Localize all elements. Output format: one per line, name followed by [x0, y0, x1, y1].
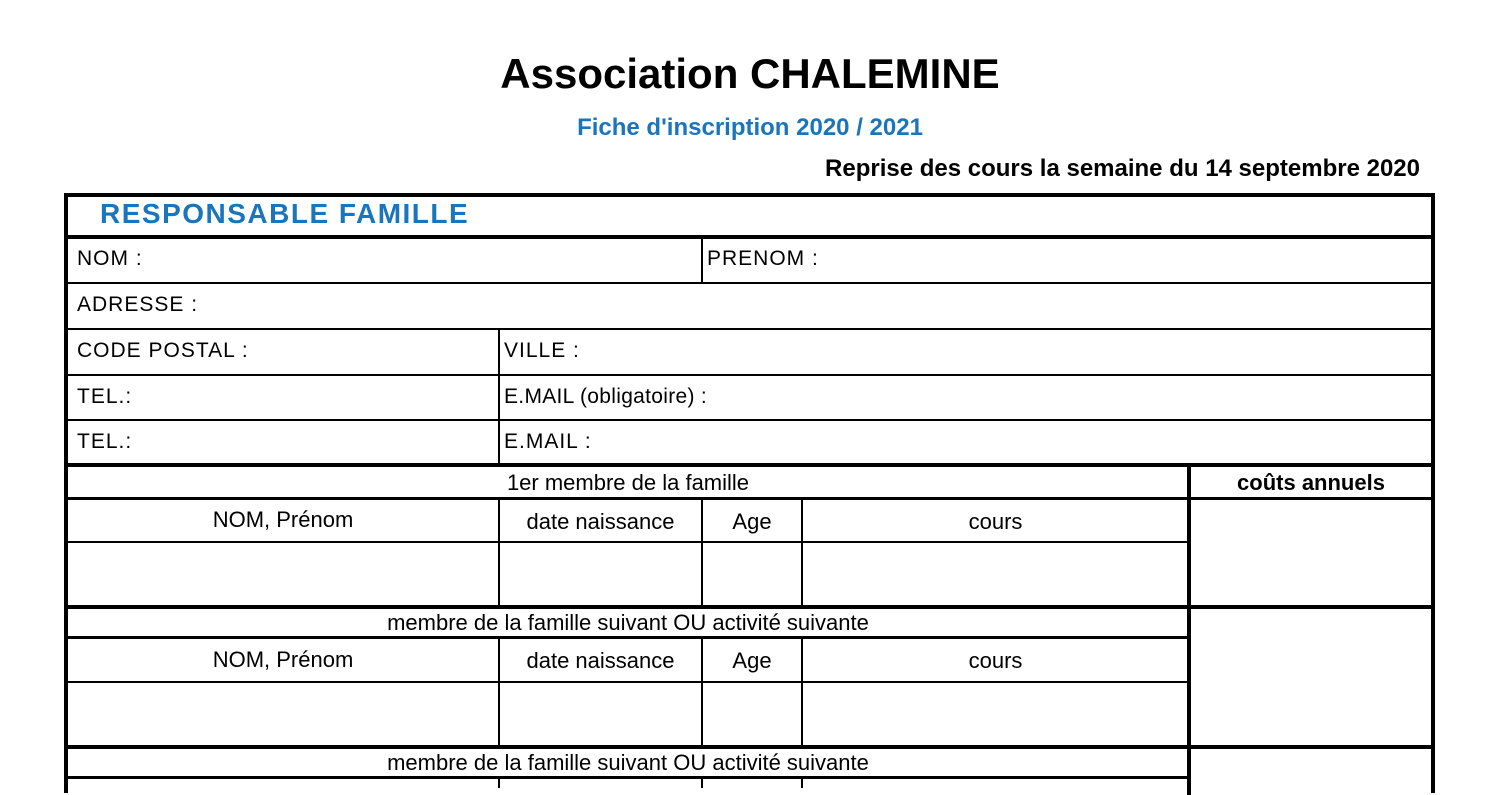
next-member-title: membre de la famille suivant OU activité suivante [387, 610, 869, 635]
email-field-2[interactable]: E.MAIL : [504, 430, 592, 453]
tel-field-1[interactable]: TEL.: [77, 385, 133, 408]
prenom-field[interactable]: PRENOM : [707, 247, 819, 270]
tel-field-2[interactable]: TEL.: [77, 430, 133, 453]
col-cours: cours [968, 509, 1023, 534]
col-nom-prenom: NOM, Prénom [212, 647, 354, 672]
ville-field[interactable]: VILLE : [504, 339, 580, 362]
next-member-title: membre de la famille suivant OU activité suivante [387, 750, 869, 775]
code-postal-field[interactable]: CODE POSTAL : [77, 339, 249, 362]
col-date-naissance: date naissance [526, 509, 675, 534]
col-date-naissance: date naissance [526, 648, 675, 673]
costs-header: coûts annuels [1237, 470, 1385, 495]
first-member-title: 1er membre de la famille [506, 470, 750, 495]
nom-field[interactable]: NOM : [77, 247, 143, 270]
resumption-notice: Reprise des cours la semaine du 14 septembre 2020 [825, 155, 1420, 182]
col-nom-prenom: NOM, Prénom [212, 507, 354, 532]
col-cours: cours [968, 648, 1023, 673]
email-field-required[interactable]: E.MAIL (obligatoire) : [504, 385, 708, 408]
adresse-field[interactable]: ADRESSE : [77, 293, 199, 316]
page-title: Association CHALEMINE [500, 50, 1000, 97]
col-age: Age [732, 648, 772, 673]
section-title-responsable: RESPONSABLE FAMILLE [100, 198, 470, 229]
form-subtitle: Fiche d'inscription 2020 / 2021 [577, 114, 923, 141]
col-age: Age [732, 509, 772, 534]
